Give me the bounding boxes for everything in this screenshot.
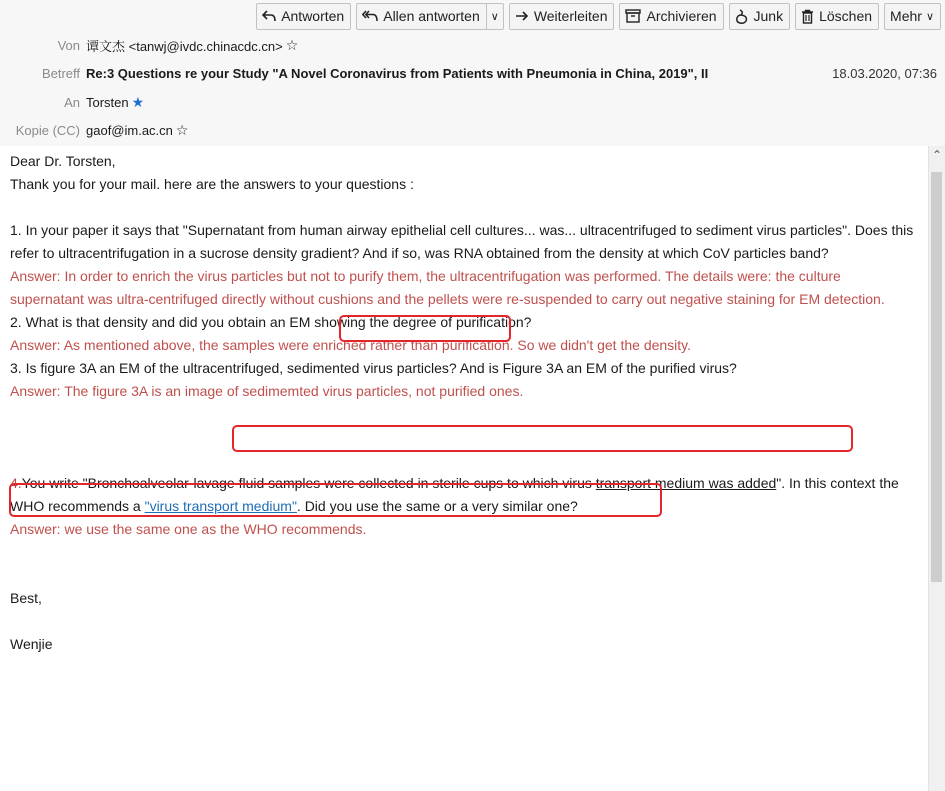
highlight-box	[232, 425, 853, 452]
message-toolbar	[256, 1, 941, 31]
message-date: 18.03.2020, 07:36	[832, 66, 937, 81]
subject-value: Re:3 Questions re your Study "A Novel Coronavirus from Patients with Pneumonia in China, 2019", II	[86, 66, 709, 81]
from-row	[30, 36, 298, 55]
chevron-down-icon: ∨	[925, 10, 934, 23]
reply-button[interactable]	[256, 3, 351, 30]
question-3: 3. Is figure 3A an EM of the ultracentrifuged, sedimented virus particles? And is Figure 3A an EM of the purified virus?	[10, 360, 737, 376]
answer-2: Answer: As mentioned above, the samples were enriched rather than purification. So we didn't get the density.	[10, 337, 692, 353]
subject-row	[30, 66, 708, 81]
answer-1: Answer: In order to enrich the virus particles but not to purify them, the ultracentrifugation was performed. The details were: the culture supernatant was ultra-centrifuged directly without cushions and the pellets were re-suspended to carry out negative staining for EM detection.	[10, 268, 885, 307]
delete-button[interactable]	[795, 3, 879, 30]
reply-all-button[interactable]	[356, 3, 504, 30]
answer-3: Answer: The figure 3A is an image of sedimemted virus particles, not purified ones.	[10, 383, 524, 399]
from-label: Von	[57, 38, 80, 53]
to-label: An	[64, 95, 80, 110]
question-2: 2. What is that density and did you obtain an EM showing the degree of purification?	[10, 314, 532, 330]
chevron-down-icon[interactable]: ∨	[486, 4, 503, 29]
message-header	[0, 0, 945, 146]
signature: Wenjie	[10, 636, 53, 652]
virus-transport-medium-link[interactable]: "virus transport medium"	[144, 498, 297, 514]
more-label: Mehr	[890, 8, 922, 24]
trash-icon	[801, 9, 814, 24]
greeting: Dear Dr. Torsten,	[10, 153, 116, 169]
question-4-text-b: ". In this context the WHO recommends a	[10, 475, 899, 514]
archive-icon	[625, 9, 641, 23]
highlight-box	[339, 315, 511, 342]
highlight-box	[9, 483, 662, 517]
reply-label: Antworten	[281, 8, 345, 24]
subject-label: Betreff	[41, 66, 80, 81]
junk-icon	[735, 9, 749, 24]
forward-button[interactable]	[509, 3, 615, 30]
question-4-text-a: You write "Bronchoalveolar-lavage fluid samples were collected in sterile cups to which virus	[21, 475, 596, 491]
star-icon[interactable]: ☆	[285, 37, 299, 53]
cc-value[interactable]: gaof@im.ac.cn	[86, 123, 173, 138]
forward-label: Weiterleiten	[533, 8, 608, 24]
vertical-scrollbar[interactable]	[928, 146, 945, 791]
star-icon[interactable]: ☆	[175, 122, 189, 138]
star-filled-icon[interactable]: ★	[131, 94, 145, 110]
junk-label: Junk	[753, 8, 784, 24]
thanks-line: Thank you for your mail. here are the answers to your questions :	[10, 176, 414, 192]
archive-label: Archivieren	[646, 8, 717, 24]
to-value[interactable]: Torsten	[86, 95, 129, 110]
to-row	[30, 94, 144, 111]
delete-label: Löschen	[819, 8, 873, 24]
reply-icon	[262, 10, 276, 22]
question-1: 1. In your paper it says that "Supernatant from human airway epithelial cell cultures... was... ultracentrifuged to sediment virus particles". Does this refer to ultracentrifugation in a sucrose density gradient? And if so, was RNA obtained from the density at which CoV particles band?	[10, 222, 914, 261]
reply-all-label: Allen antworten	[383, 8, 480, 24]
question-4-number: 4.	[10, 475, 22, 491]
scroll-up-icon[interactable]: ⌃	[931, 148, 943, 162]
message-body	[0, 146, 928, 791]
scroll-thumb[interactable]	[931, 172, 942, 582]
cc-row	[0, 122, 188, 139]
more-button[interactable]	[884, 3, 941, 30]
cc-label: Kopie (CC)	[15, 123, 80, 138]
question-4-underlined: transport medium was added	[595, 475, 777, 491]
forward-icon	[515, 11, 529, 21]
answer-4: Answer: we use the same one as the WHO recommends.	[10, 521, 367, 537]
junk-button[interactable]	[729, 3, 791, 30]
question-4-text-c: . Did you use the same or a very similar one?	[296, 498, 578, 514]
closing: Best,	[10, 590, 42, 606]
from-value[interactable]: 谭文杰 <tanwj@ivdc.chinacdc.cn>	[86, 39, 283, 54]
reply-all-icon	[362, 10, 378, 22]
archive-button[interactable]	[619, 3, 723, 30]
